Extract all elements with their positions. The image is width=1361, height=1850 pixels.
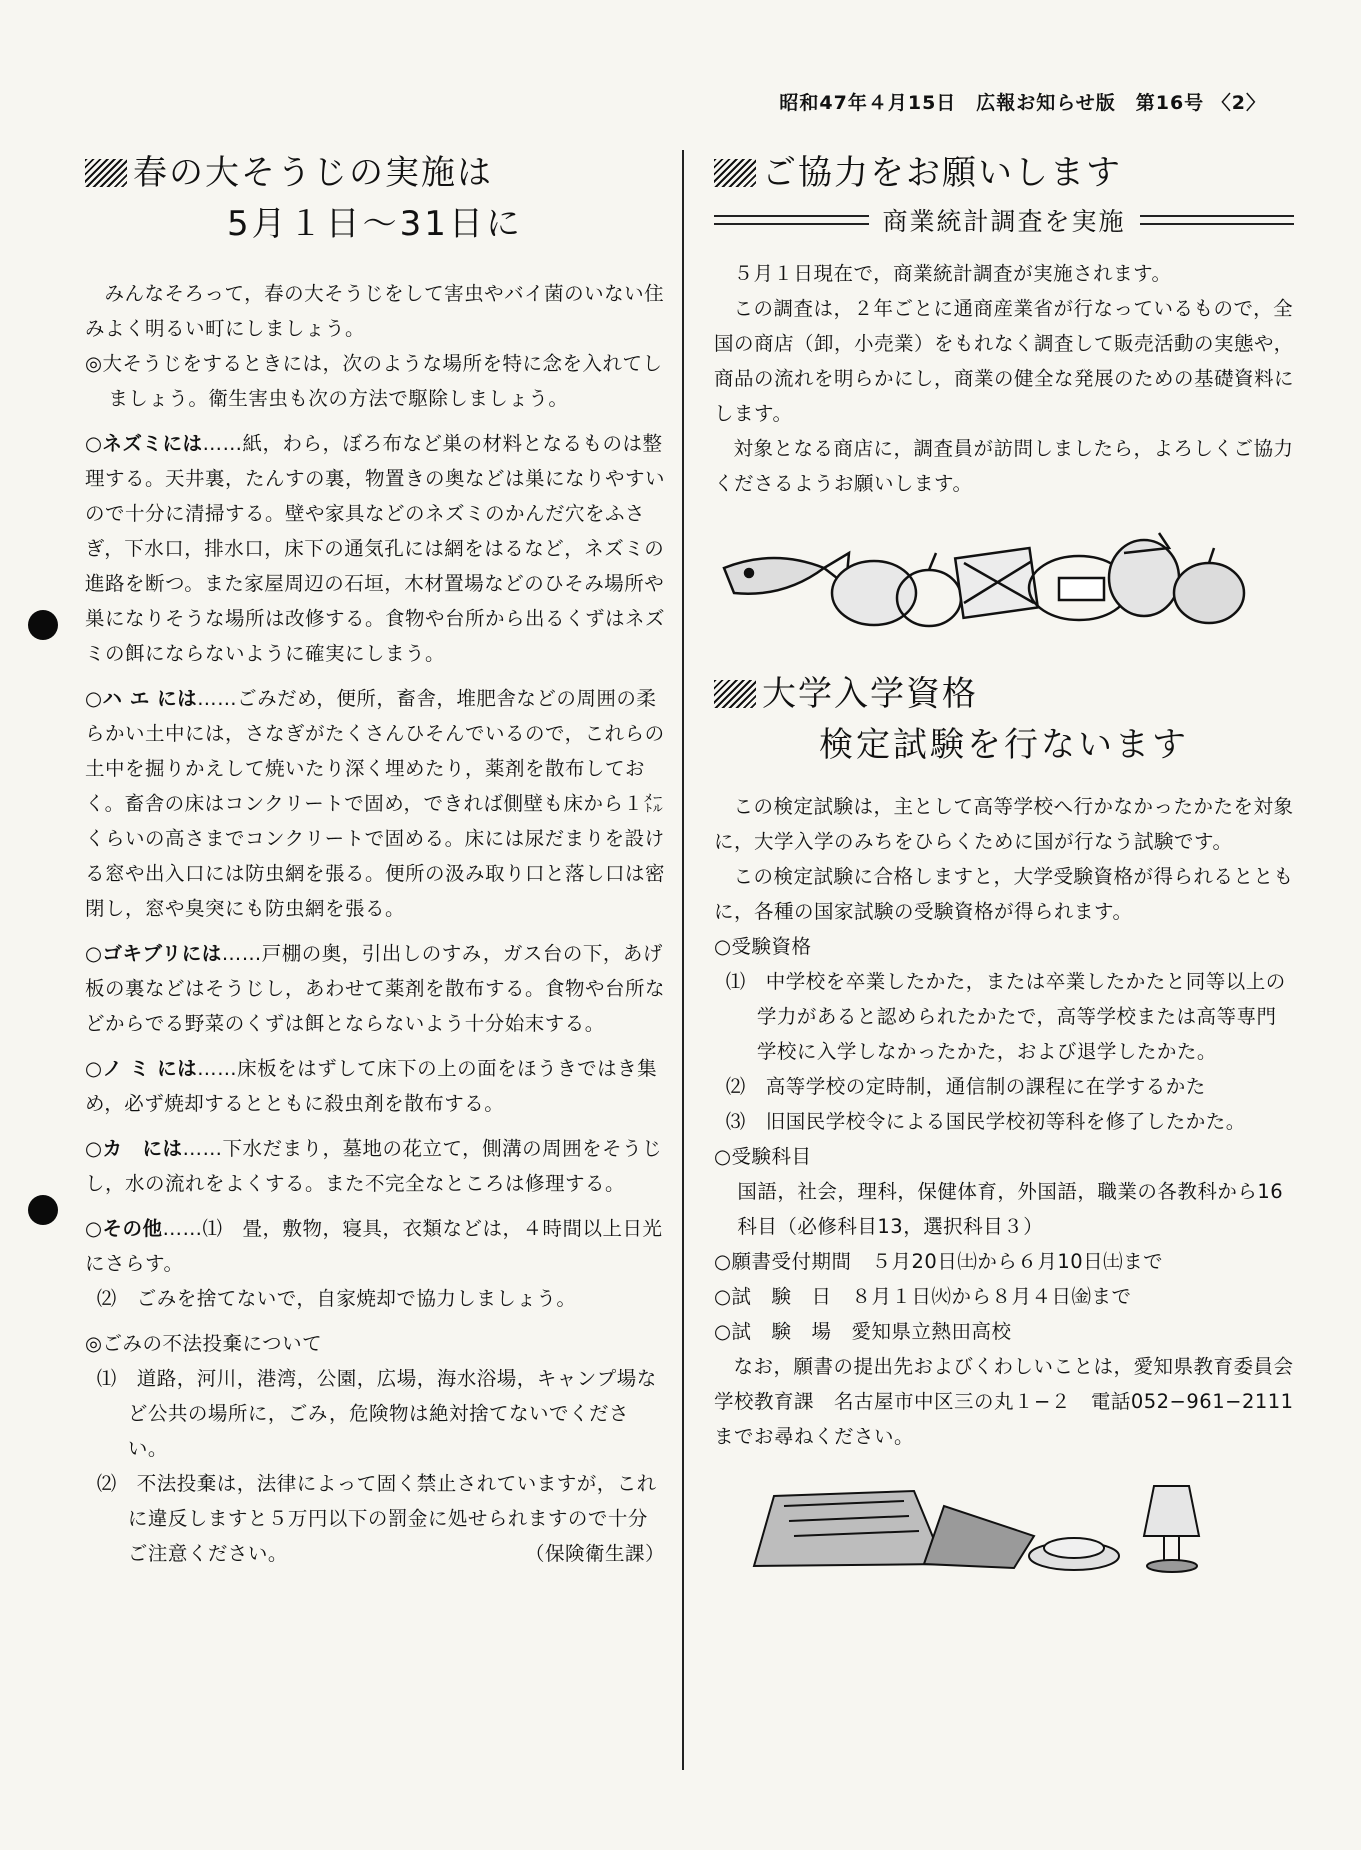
item-lead: ○ネズミには (85, 432, 203, 455)
title-line-1: 春の大そうじの実施は (133, 153, 493, 193)
books-illustration (714, 1476, 1294, 1576)
item-text: ……下水だまり，墓地の花立て，側溝の周囲をそうじし，水の流れをよくする。また不完全なところは修理する。 (85, 1137, 663, 1195)
dumping-item-2-text: ⑵ 不法投棄は，法律によって固く禁止されていますが，これに違反しますと５万円以下の罰金に処せられますので十分ご注意ください。 (96, 1472, 657, 1565)
rule-left (714, 215, 869, 225)
issue-header: 昭和47年４月15日 広報お知らせ版 第16号 〈2〉 (779, 92, 1266, 114)
dumping-item-2 (85, 1466, 665, 1571)
other-item-2: ⑵ ごみを捨てないで，自家焼却で協力しましょう。 (96, 1287, 577, 1310)
closing-paragraph: なお，願書の提出先およびくわしいことは，愛知県教育委員会学校教育課 名古屋市中区三の丸１−２ 電話052−961−2111までお尋ねください。 (714, 1355, 1294, 1448)
exam-paragraph-1: この検定試験は，主として高等学校へ行かなかったかたを対象に，大学入学のみちをひらくために国が行なう試験です。 (714, 795, 1294, 853)
hatch-mark (85, 159, 127, 187)
exam-title-line-2: 検定試験を行ないます (819, 725, 1189, 765)
exam-paragraph-2: この検定試験に合格しますと，大学受験資格が得られるとともに，各種の国家試験の受験資格が得られます。 (714, 865, 1294, 923)
subjects-title: ○受験科目 (714, 1145, 812, 1168)
pest-item-rats (85, 426, 665, 671)
coop-title (714, 150, 1294, 196)
item-text: ……ごみだめ，便所，畜舎，堆肥舎などの周囲の柔らかい土中には，さなぎがたくさんひそんでいるので，これらの土中を掘りかえして焼いたり深く埋めたり，薬剤を散布しておく。畜舎の床はコンクリートで固め，できれば側壁も床から１㍍くらいの高さまでコンクリートで固める。床には尿だまりを設ける窓や出入口には防虫網を張る。便所の汲み取り口と落し口は密閉し，窓や臭突にも防虫網を張る。 (85, 687, 666, 920)
exam-title (714, 671, 1294, 717)
item-lead: ○ゴキブリには (85, 942, 222, 965)
item-lead: ○カ には (85, 1137, 183, 1160)
item-lead: ○ハ エ には (85, 687, 198, 710)
item-text: ……紙，わら，ぼろ布など巣の材料となるものは整理する。天井裏，たんすの裏，物置きの奥などは巣になりやすいので十分に清掃する。壁や家具などのネズミのかんだ穴をふさぎ，下水口，排水口，床下の通気孔には網をはるなど，ネズミの進路を断つ。また家屋周辺の石垣，木材置場などのひそみ場所や巣になりそうな場所は改修する。食物や台所から出るくずはネズミの餌にならないように確実にしまう。 (85, 432, 666, 665)
qualification-item-3: ⑶ 旧国民学校令による国民学校初等科を修了したかた。 (725, 1110, 1246, 1133)
qualification-title: ○受験資格 (714, 935, 812, 958)
coop-subtitle (714, 202, 1294, 238)
books-illustration-svg (714, 1476, 1274, 1576)
exam-place: ○試 験 場 愛知県立熱田高校 (714, 1320, 1012, 1343)
pest-item-flies (85, 681, 665, 926)
item-text: ……床板をはずして床下の上の面をほうきではき集め，必ず焼却するとともに殺虫剤を散布する。 (85, 1057, 658, 1115)
other-item (85, 1211, 665, 1281)
notice-paragraph: ◎大そうじをするときには，次のような場所を特に念を入れてしましょう。衛生害虫も次の方法で駆除しましょう。 (85, 352, 663, 410)
coop-subtitle-text: 商業統計調査を実施 (882, 207, 1126, 236)
item-text: ……⑴ 畳，敷物，寝具，衣類などは，４時間以上日光にさらす。 (85, 1217, 663, 1275)
dumping-item-1: ⑴ 道路，河川，港湾，公園，広場，海水浴場，キャンプ場など公共の場所に，ごみ，危険物は絶対捨てないでください。 (96, 1367, 657, 1460)
coop-paragraph-3: 対象となる商店に，調査員が訪問しましたら，よろしくご協力くださるようお願いします。 (714, 437, 1294, 495)
binder-hole (28, 610, 58, 640)
right-column (714, 150, 1294, 1576)
title-line-2: 5月１日〜31日に (227, 204, 523, 244)
pest-item-fleas (85, 1051, 665, 1121)
pest-item-mosquitoes (85, 1131, 665, 1201)
merchandise-illustration-svg (714, 523, 1274, 633)
exam-title-line-1: 大学入学資格 (762, 674, 978, 714)
coop-title-text: ご協力をお願いします (762, 153, 1122, 193)
exam-date: ○試 験 日 ８月１日㈫から８月４日㈮まで (714, 1285, 1132, 1308)
item-lead: ○ノ ミ には (85, 1057, 198, 1080)
subjects-text: 国語，社会，理科，保健体育，外国語，職業の各教科から16科目（必修科目13，選択科目３） (737, 1180, 1284, 1238)
item-lead: ○その他 (85, 1217, 163, 1240)
qualification-item-2: ⑵ 高等学校の定時制，通信制の課程に在学するかた (725, 1075, 1206, 1098)
coop-paragraph-2: この調査は，２年ごとに通商産業省が行なっているもので，全国の商店（卸，小売業）をもれなく調査して販売活動の実態や，商品の流れを明らかにし，商業の健全な発展のための基礎資料にします。 (714, 297, 1295, 425)
hatch-mark (714, 159, 756, 187)
application-period: ○願書受付期間 ５月20日㈯から６月10日㈯まで (714, 1250, 1164, 1273)
signature: （保険衛生課） (524, 1542, 665, 1565)
column-divider (682, 150, 684, 1770)
cleaning-article (85, 150, 665, 1571)
merchandise-illustration (714, 523, 1294, 633)
dumping-title: ◎ごみの不法投棄について (85, 1332, 323, 1355)
item-text: ……戸棚の奥，引出しのすみ，ガス台の下，あげ板の裏などはそうじし，あわせて薬剤を散布する。食物や台所などからでる野菜のくずは餌とならないよう十分始末する。 (85, 942, 666, 1035)
intro-paragraph: みんなそろって，春の大そうじをして害虫やバイ菌のいない住みよく明るい町にしましょう。 (85, 282, 665, 340)
coop-paragraph-1: ５月１日現在で，商業統計調査が実施されます。 (733, 262, 1172, 285)
article-title (85, 150, 665, 196)
hatch-mark (714, 680, 756, 708)
binder-hole (28, 1195, 58, 1225)
pest-item-cockroaches (85, 936, 665, 1041)
rule-right (1140, 215, 1295, 225)
qualification-item-1: ⑴ 中学校を卒業したかた，または卒業したかたと同等以上の学力があると認められたかたで，高等学校または高等専門学校に入学しなかったかた，および退学したかた。 (725, 970, 1286, 1063)
